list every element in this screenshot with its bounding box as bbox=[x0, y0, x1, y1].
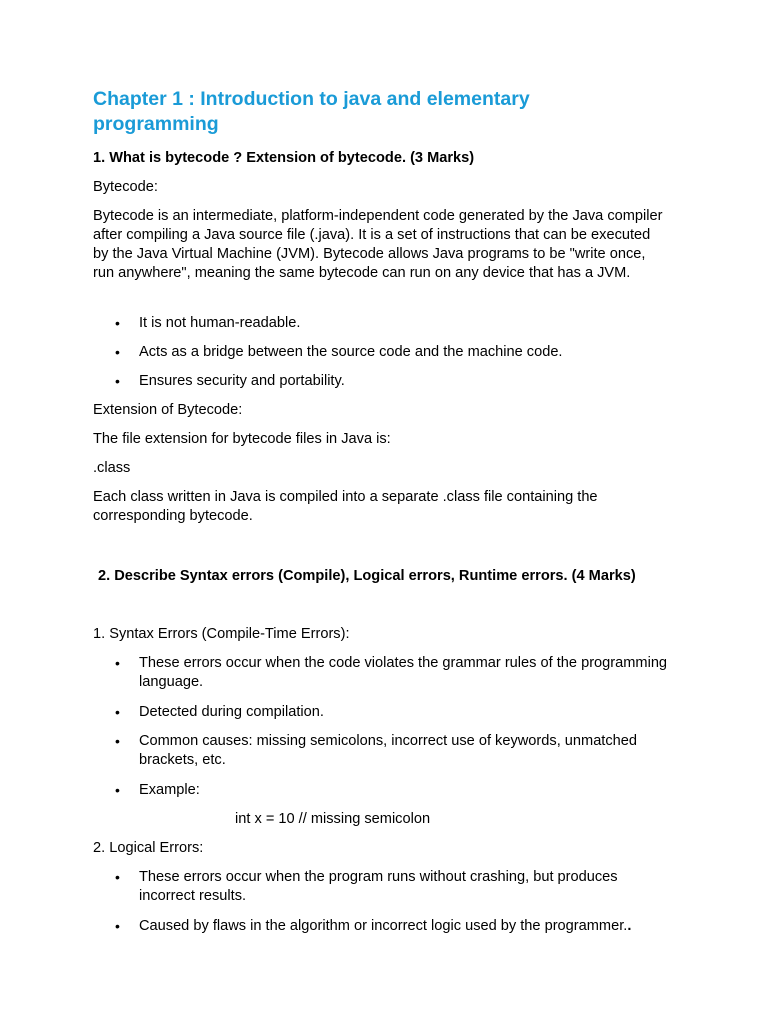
extension-paragraph: The file extension for bytecode files in Java is: bbox=[93, 431, 391, 447]
syntax-errors-label: 1. Syntax Errors (Compile-Time Errors): bbox=[93, 626, 350, 642]
syntax-example-code: int x = 10 // missing semicolon bbox=[235, 811, 431, 827]
trailing-period: . bbox=[627, 918, 632, 934]
bullet-icon: • bbox=[115, 918, 120, 934]
logical-errors-label: 2. Logical Errors: bbox=[93, 840, 204, 856]
list-item-text: Caused by flaws in the algorithm or incorrect logic used by the programmer. bbox=[139, 918, 628, 934]
extension-label: Extension of Bytecode: bbox=[93, 402, 243, 418]
document-page: Chapter 1 : Introduction to java and elementary programming 1. What is bytecode ? Extension of bytecode. (3 Marks) Bytecode: Bytecode is an intermediate, platform-independent code generated by the Java compiler after compiling a Java source file (.java). It is a set of instructions that can be executed by the Java Virtual Machine (JVM). Bytecode allows Java programs to be "write once, run anywhere", meaning the same bytecode can run on any device that has a JVM. • It is not human-readable. • Acts as a bridge between the source code and the machine code. • Ensures security and portability. Extension of Bytecode: The file extension for bytecode files in Java is: .class Each class written in Java is compiled into a separate .class file containing the corresponding bytecode. 2. Describe Syntax errors (Compile), Logical errors, Runtime errors. (4 Marks) 1. Syntax Errors (Compile-Time Errors): • These errors occur when the code violates the grammar rules of the programming language. • Detected during compilation. • Common causes: missing semicolons, incorrect use of keywords, unmatched brackets, etc. • Example: int x = 10 // missing semicolon 2. Logical Errors: • These errors occur when the program runs without crashing, but produces incorrect results. • Caused by flaws in the algorithm or incorrect logic used by the programmer.. bbox=[93, 88, 668, 934]
bullet-icon: • bbox=[115, 782, 120, 798]
bullet-icon: • bbox=[115, 655, 120, 671]
bullet-icon: • bbox=[115, 315, 120, 331]
bullet-icon: • bbox=[115, 704, 120, 720]
class-paragraph: Each class written in Java is compiled into a separate .class file containing the corresponding bytecode. bbox=[93, 489, 598, 524]
chapter-title: Chapter 1 : Introduction to java and elementary programming bbox=[93, 88, 530, 135]
bullet-icon: • bbox=[115, 344, 120, 360]
bullet-icon: • bbox=[115, 373, 120, 389]
bullet-icon: • bbox=[115, 733, 120, 749]
question-1-heading: 1. What is bytecode ? Extension of bytecode. (3 Marks) bbox=[93, 150, 475, 166]
question-2-heading: 2. Describe Syntax errors (Compile), Logical errors, Runtime errors. (4 Marks) bbox=[98, 568, 636, 584]
bullet-icon: • bbox=[115, 869, 120, 885]
bytecode-paragraph: Bytecode is an intermediate, platform-independent code generated by the Java compiler after compiling a Java source file (.java). It is a set of instructions that can be executed by the Java Virtual Machine (JVM). Bytecode allows Java programs to be "write once, run anywhere", meaning the same bytecode can run on any device that has a JVM. bbox=[93, 208, 663, 281]
bytecode-label: Bytecode: bbox=[93, 179, 158, 195]
extension-value: .class bbox=[93, 460, 131, 476]
